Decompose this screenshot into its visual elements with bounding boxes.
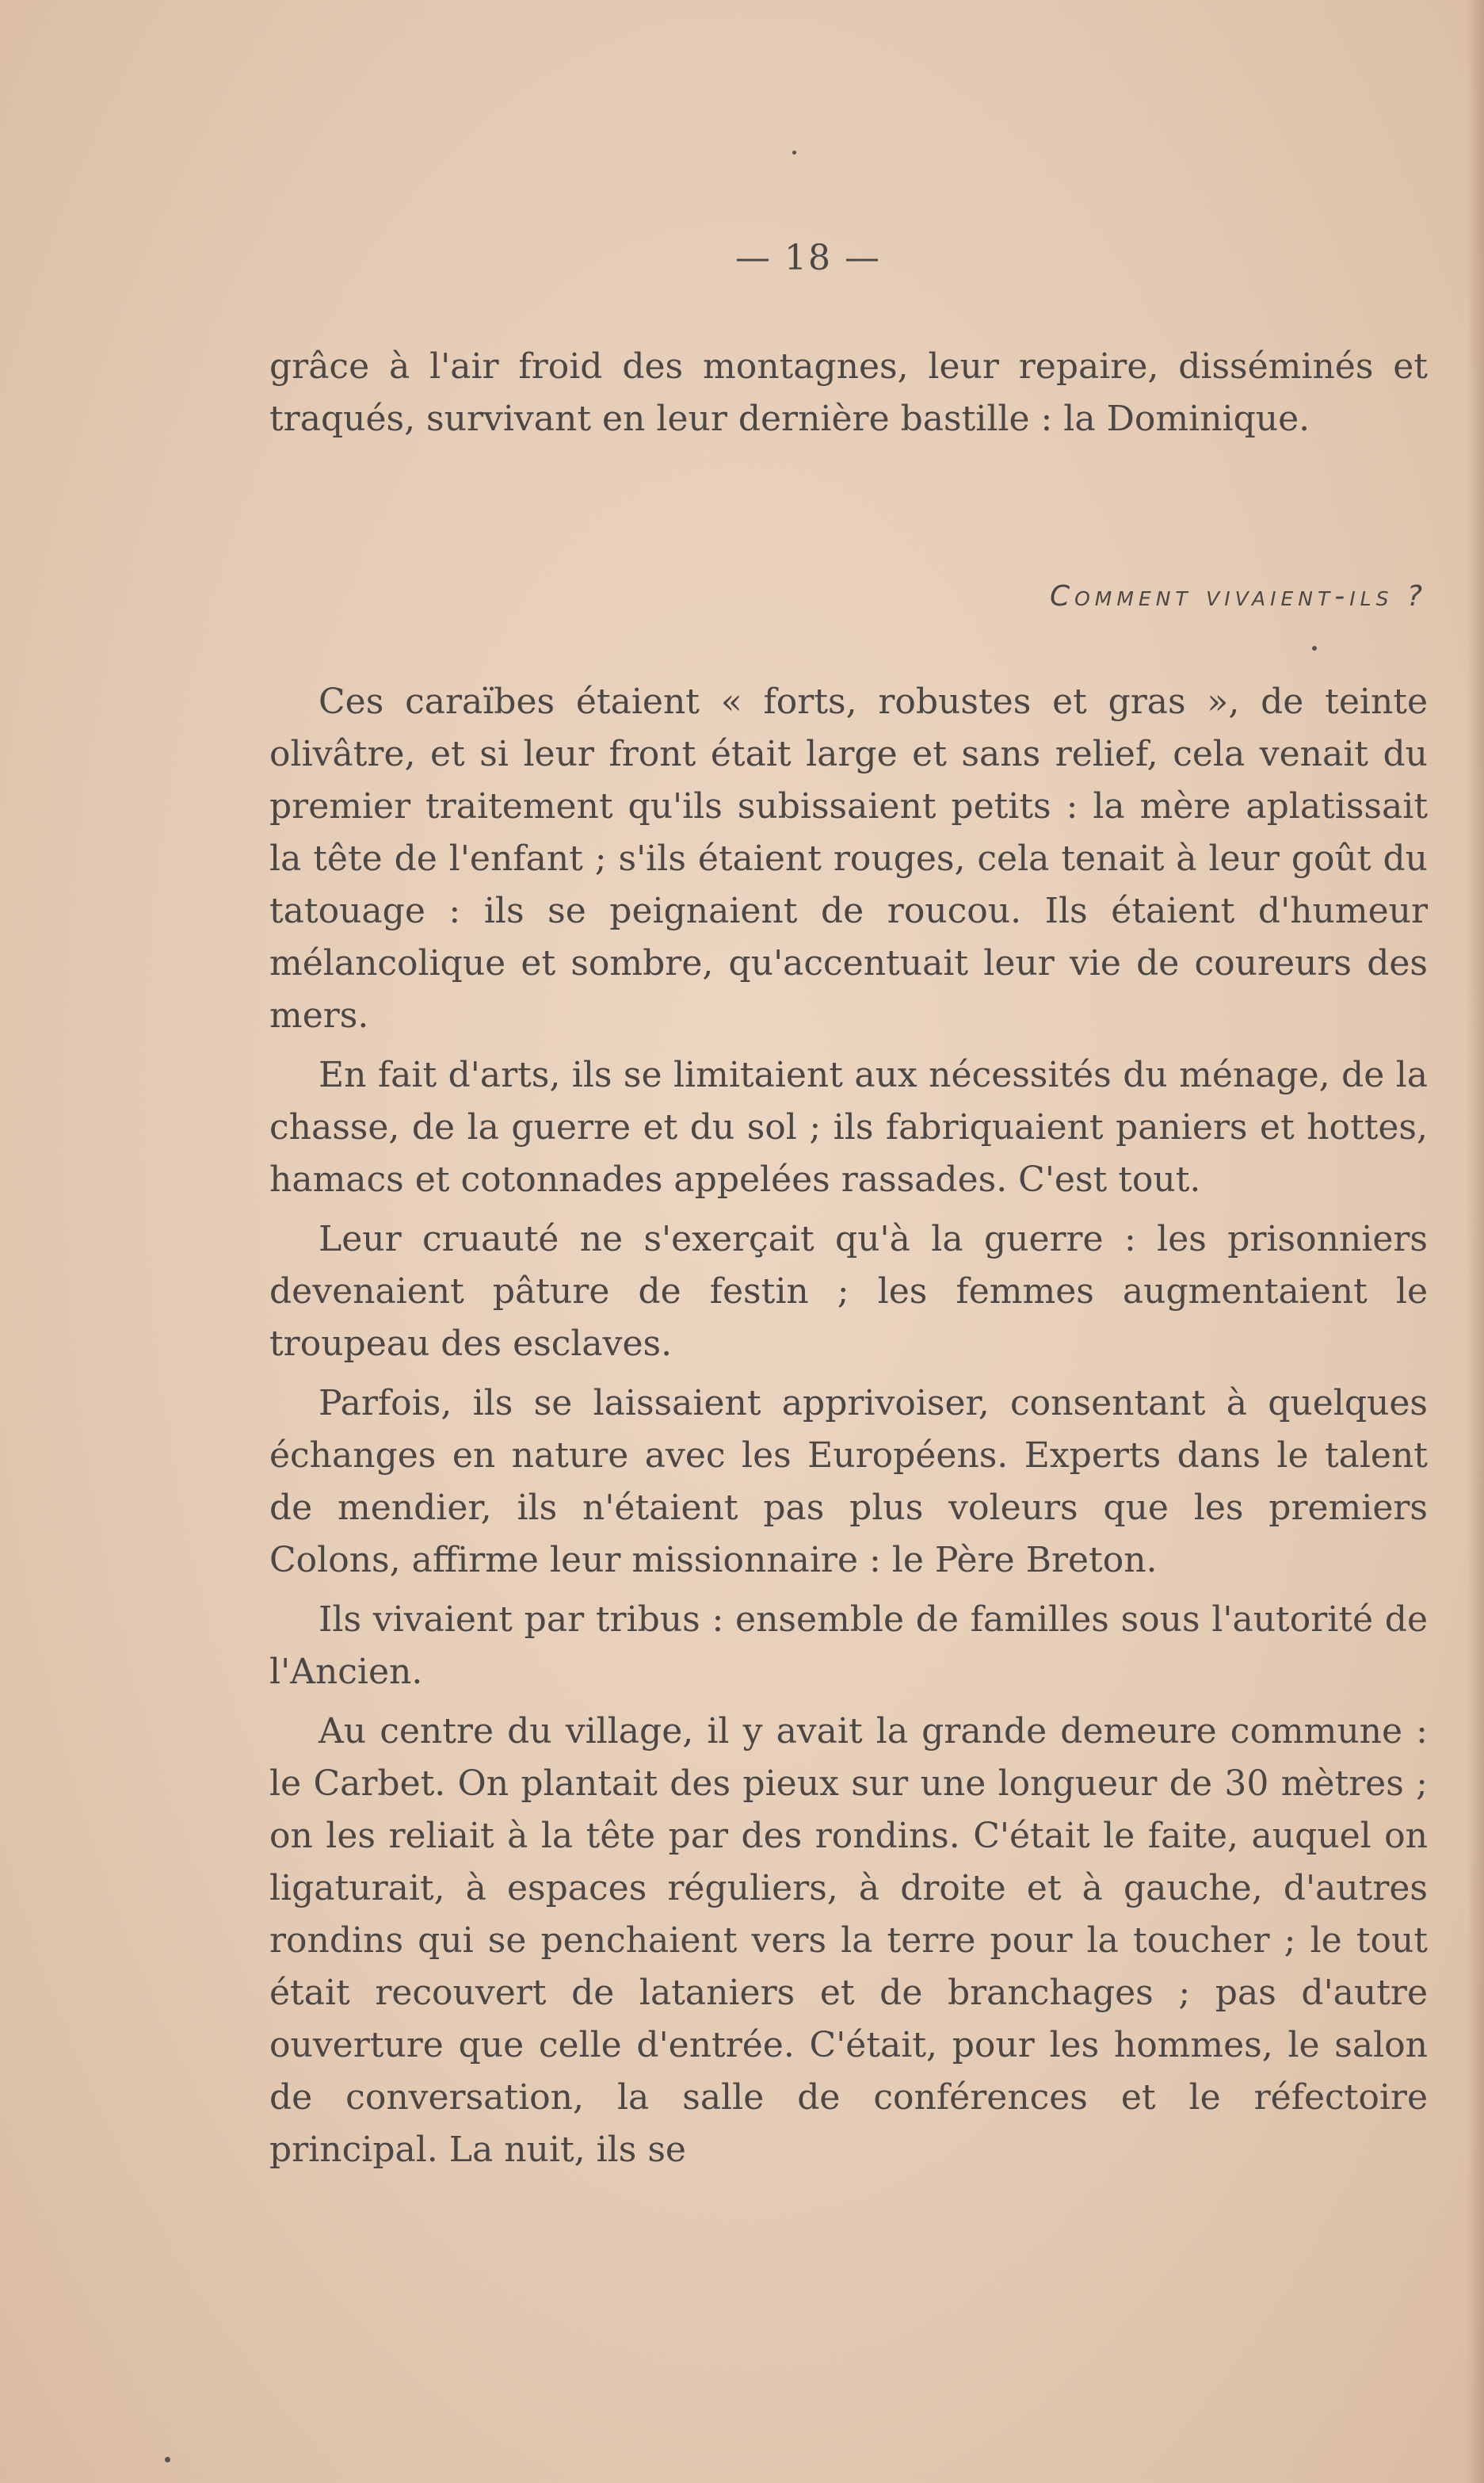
paragraph-carbet: Au centre du village, il y avait la grande demeure commune : le Carbet. On plantait des pieux sur une longueur de 30 mètres ; on les reliait à la tête par des rondins. C'était le faite, auquel on ligaturait, à espaces réguliers, à droite et à gauche, d'autres rondins qui se penchaient vers la terre pour la toucher ; le tout était recouvert de lataniers et de branchages ; pas d'autre ouverture que celle d'entrée. C'était, pour les hommes, le salon de conversation, la salle de conférences et le réfectoire principal. La nuit, ils se [269, 1711, 1428, 2170]
continuation-paragraph: grâce à l'air froid des montagnes, leur repaire, disséminés et traqués, survivant en leur dernière bastille : la Dominique. [269, 346, 1428, 439]
paragraph-tribes: Ils vivaient par tribus : ensemble de familles sous l'autorité de l'Ancien. [269, 1599, 1428, 1692]
paper-speck [1312, 646, 1317, 651]
paragraph-exchanges: Parfois, ils se laissaient apprivoiser, consentant à quelques échanges en nature avec les Européens. Experts dans le talent de mendier, ils n'étaient pas plus voleurs que les premiers Colons, affirme leur missionnaire : le Père Breton. [269, 1383, 1428, 1580]
page-number: — 18 — [735, 238, 881, 278]
page-edge-shadow [1467, 0, 1484, 2483]
paper-speck [165, 2457, 170, 2462]
body-text [269, 676, 1428, 2183]
paper-speck [792, 151, 796, 155]
section-heading: Comment vivaient-ils ? [1049, 580, 1427, 613]
paragraph-cruelty: Leur cruauté ne s'exerçait qu'à la guerre : les prisonniers devenaient pâture de festin ; les femmes augmentaient le troupeau des esclaves. [269, 1219, 1428, 1364]
paragraph-arts: En fait d'arts, ils se limitaient aux nécessités du ménage, de la chasse, de la guerre et du sol ; ils fabriquaient paniers et hottes, hamacs et cotonnades appelées rassades. C'est tout. [269, 1055, 1428, 1200]
paragraph-appearance: Ces caraïbes étaient « forts, robustes et gras », de teinte olivâtre, et si leur front était large et sans relief, cela venait du premier traitement qu'ils subissaient petits : la mère aplatissait la tête de l'enfant ; s'ils étaient rouges, cela tenait à leur goût du tatouage : ils se peignaient de roucou. Ils étaient d'humeur mélancolique et sombre, qu'accentuait leur vie de coureurs des mers. [269, 682, 1428, 1036]
continuation-text [269, 341, 1428, 453]
